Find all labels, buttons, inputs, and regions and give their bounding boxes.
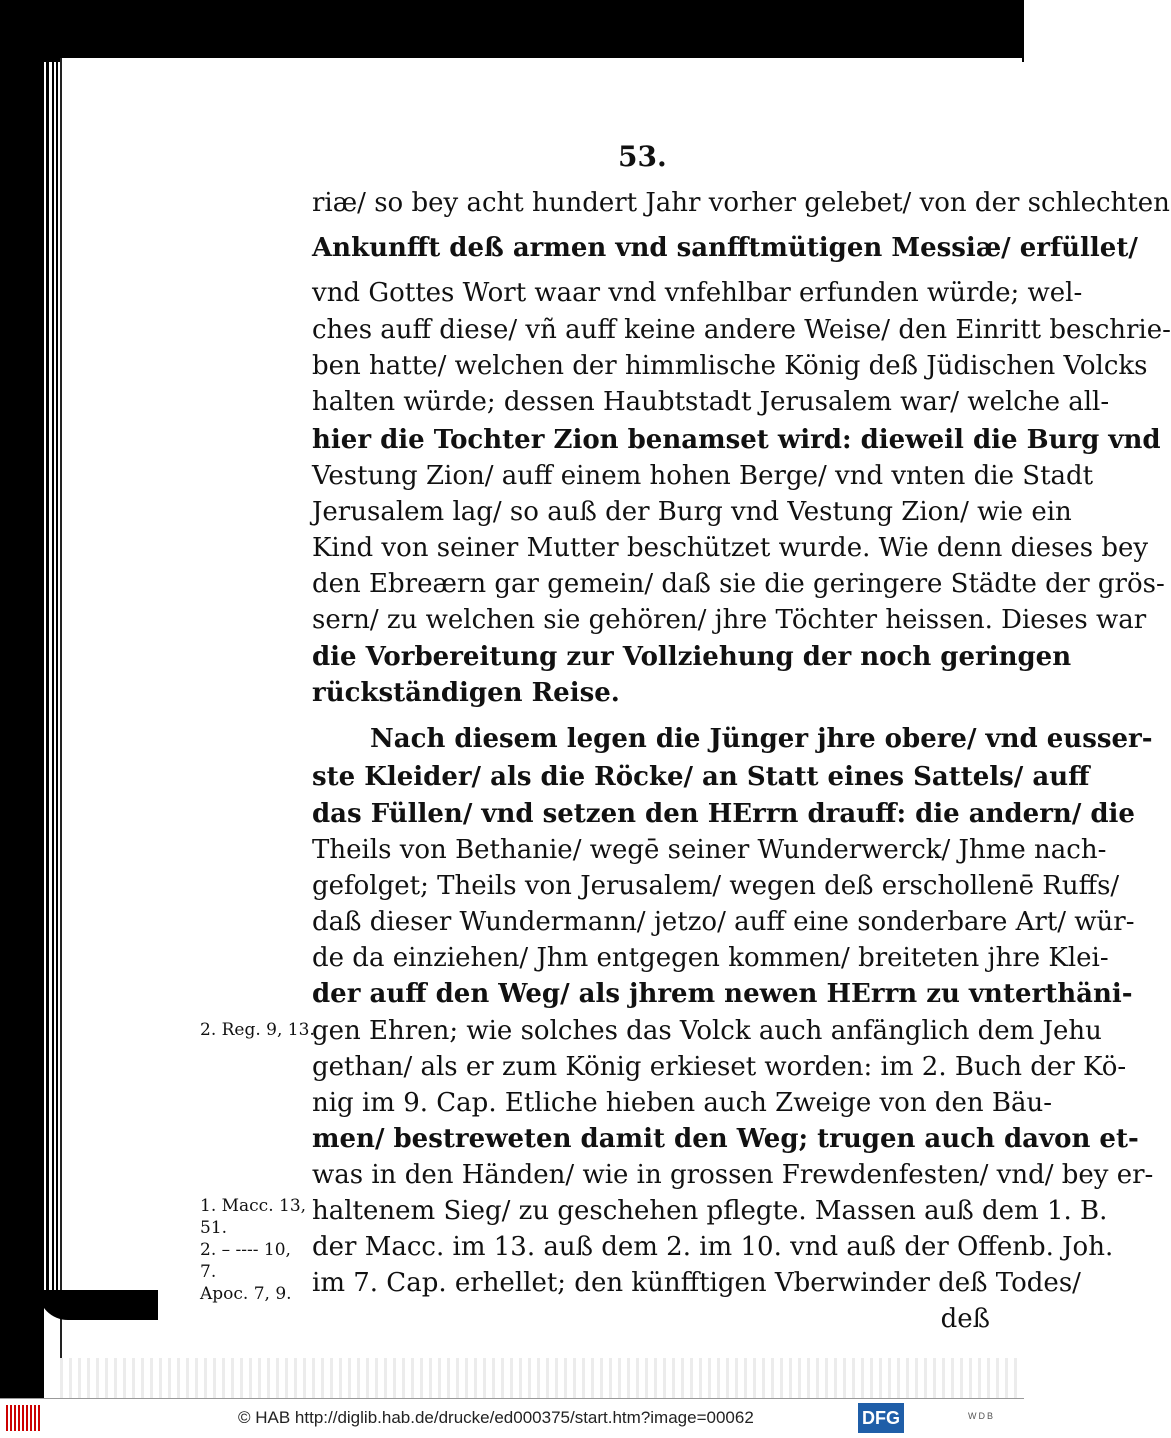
text-line: was in den Händen/ wie in grossen Frewdenfesten/ vnd/ bey er- bbox=[312, 1160, 1154, 1190]
text-line: ben hatte/ welchen der himmlische König deß Jüdischen Volcks bbox=[312, 351, 1148, 381]
text-line: daß dieser Wundermann/ jetzo/ auff eine sonderbare Art/ wür- bbox=[312, 907, 1135, 937]
text-line: gethan/ als er zum König erkieset worden: im 2. Buch der Kö- bbox=[312, 1052, 1127, 1082]
text-line: ches auff diese/ vñ auff keine andere Weise/ den Einritt beschrie- bbox=[312, 315, 1171, 345]
book-spine-edge bbox=[46, 55, 49, 1305]
book-spine-edge bbox=[52, 55, 54, 1305]
margin-note: 1. Macc. 13, bbox=[200, 1196, 307, 1216]
margin-note: 51. bbox=[200, 1218, 228, 1238]
text-line: vnd Gottes Wort waar vnd vnfehlbar erfunden würde; wel- bbox=[312, 278, 1083, 308]
copyright-link[interactable]: © HAB http://diglib.hab.de/drucke/ed000375/start.htm?image=00062 bbox=[238, 1408, 754, 1427]
text-line: ste Kleider/ als die Röcke/ an Statt eines Sattels/ auff bbox=[312, 762, 1090, 792]
text-line: Nach diesem legen die Jünger jhre obere/ vnd eusser- bbox=[370, 724, 1153, 754]
scan-top-border bbox=[0, 0, 1024, 62]
text-line: das Füllen/ vnd setzen den HErrn drauff: die andern/ die bbox=[312, 799, 1135, 829]
text-line: Theils von Bethanie/ wegē seiner Wunderwerck/ Jhme nach- bbox=[312, 835, 1107, 865]
text-line: die Vorbereitung zur Vollziehung der noch geringen bbox=[312, 642, 1072, 672]
text-line: de da einziehen/ Jhm entgegen kommen/ breiteten jhre Klei- bbox=[312, 943, 1109, 973]
text-line: nig im 9. Cap. Etliche hieben auch Zweige von den Bäu- bbox=[312, 1088, 1053, 1118]
text-line: halten würde; dessen Haubtstadt Jerusalem war/ welche all- bbox=[312, 387, 1110, 417]
text-line: der auff den Weg/ als jhrem newen HErrn zu vnterthäni- bbox=[312, 979, 1133, 1009]
margin-note: Apoc. 7, 9. bbox=[200, 1284, 292, 1304]
viewer-footer bbox=[0, 1398, 1024, 1438]
text-line: gen Ehren; wie solches das Volck auch anfänglich dem Jehu bbox=[312, 1016, 1102, 1046]
text-line: rückständigen Reise. bbox=[312, 678, 620, 708]
scan-left-border bbox=[0, 0, 44, 1398]
wdb-mark: WDB bbox=[968, 1411, 995, 1421]
text-line: Ankunfft deß armen vnd sanfftmütigen Messiæ/ erfüllet/ bbox=[312, 233, 1138, 263]
margin-note: 7. bbox=[200, 1262, 217, 1282]
text-line: im 7. Cap. erhellet; den künfftigen Vberwinder deß Todes/ bbox=[312, 1268, 1081, 1298]
text-line: hier die Tochter Zion benamset wird: dieweil die Burg vnd bbox=[312, 425, 1161, 455]
text-line: gefolget; Theils von Jerusalem/ wegen deß erschollenē Ruffs/ bbox=[312, 871, 1120, 901]
text-line: Kind von seiner Mutter beschützet wurde. Wie denn dieses bey bbox=[312, 533, 1149, 563]
text-line: riæ/ so bey acht hundert Jahr vorher gelebet/ von der schlechten bbox=[312, 188, 1170, 218]
text-line: Vestung Zion/ auff einem hohen Berge/ vnd vnten die Stadt bbox=[312, 461, 1094, 491]
text-line: der Macc. im 13. auß dem 2. im 10. vnd auß der Offenb. Joh. bbox=[312, 1232, 1114, 1262]
page-number: 53. bbox=[618, 140, 667, 173]
book-spine-edge bbox=[56, 55, 58, 1305]
text-line: sern/ zu welchen sie gehören/ jhre Töchter heissen. Dieses war bbox=[312, 605, 1147, 635]
text-line: den Ebreærn gar gemein/ daß sie die geringere Städte der grös- bbox=[312, 569, 1165, 599]
catchword: deß bbox=[940, 1304, 990, 1334]
text-line: Jerusalem lag/ so auß der Burg vnd Vestung Zion/ wie ein bbox=[312, 497, 1072, 527]
dfg-logo[interactable]: DFG bbox=[858, 1403, 904, 1433]
text-line: haltenem Sieg/ zu geschehen pflegte. Massen auß dem 1. B. bbox=[312, 1196, 1108, 1226]
margin-note: 2. – ---- 10, bbox=[200, 1240, 291, 1260]
page-corner-shadow bbox=[38, 1290, 158, 1320]
margin-note: 2. Reg. 9, 13. bbox=[200, 1020, 315, 1040]
page-bottom-edge bbox=[60, 1358, 1020, 1398]
text-line: men/ bestreweten damit den Weg; trugen auch davon et- bbox=[312, 1124, 1139, 1154]
barcode-icon bbox=[6, 1405, 40, 1431]
